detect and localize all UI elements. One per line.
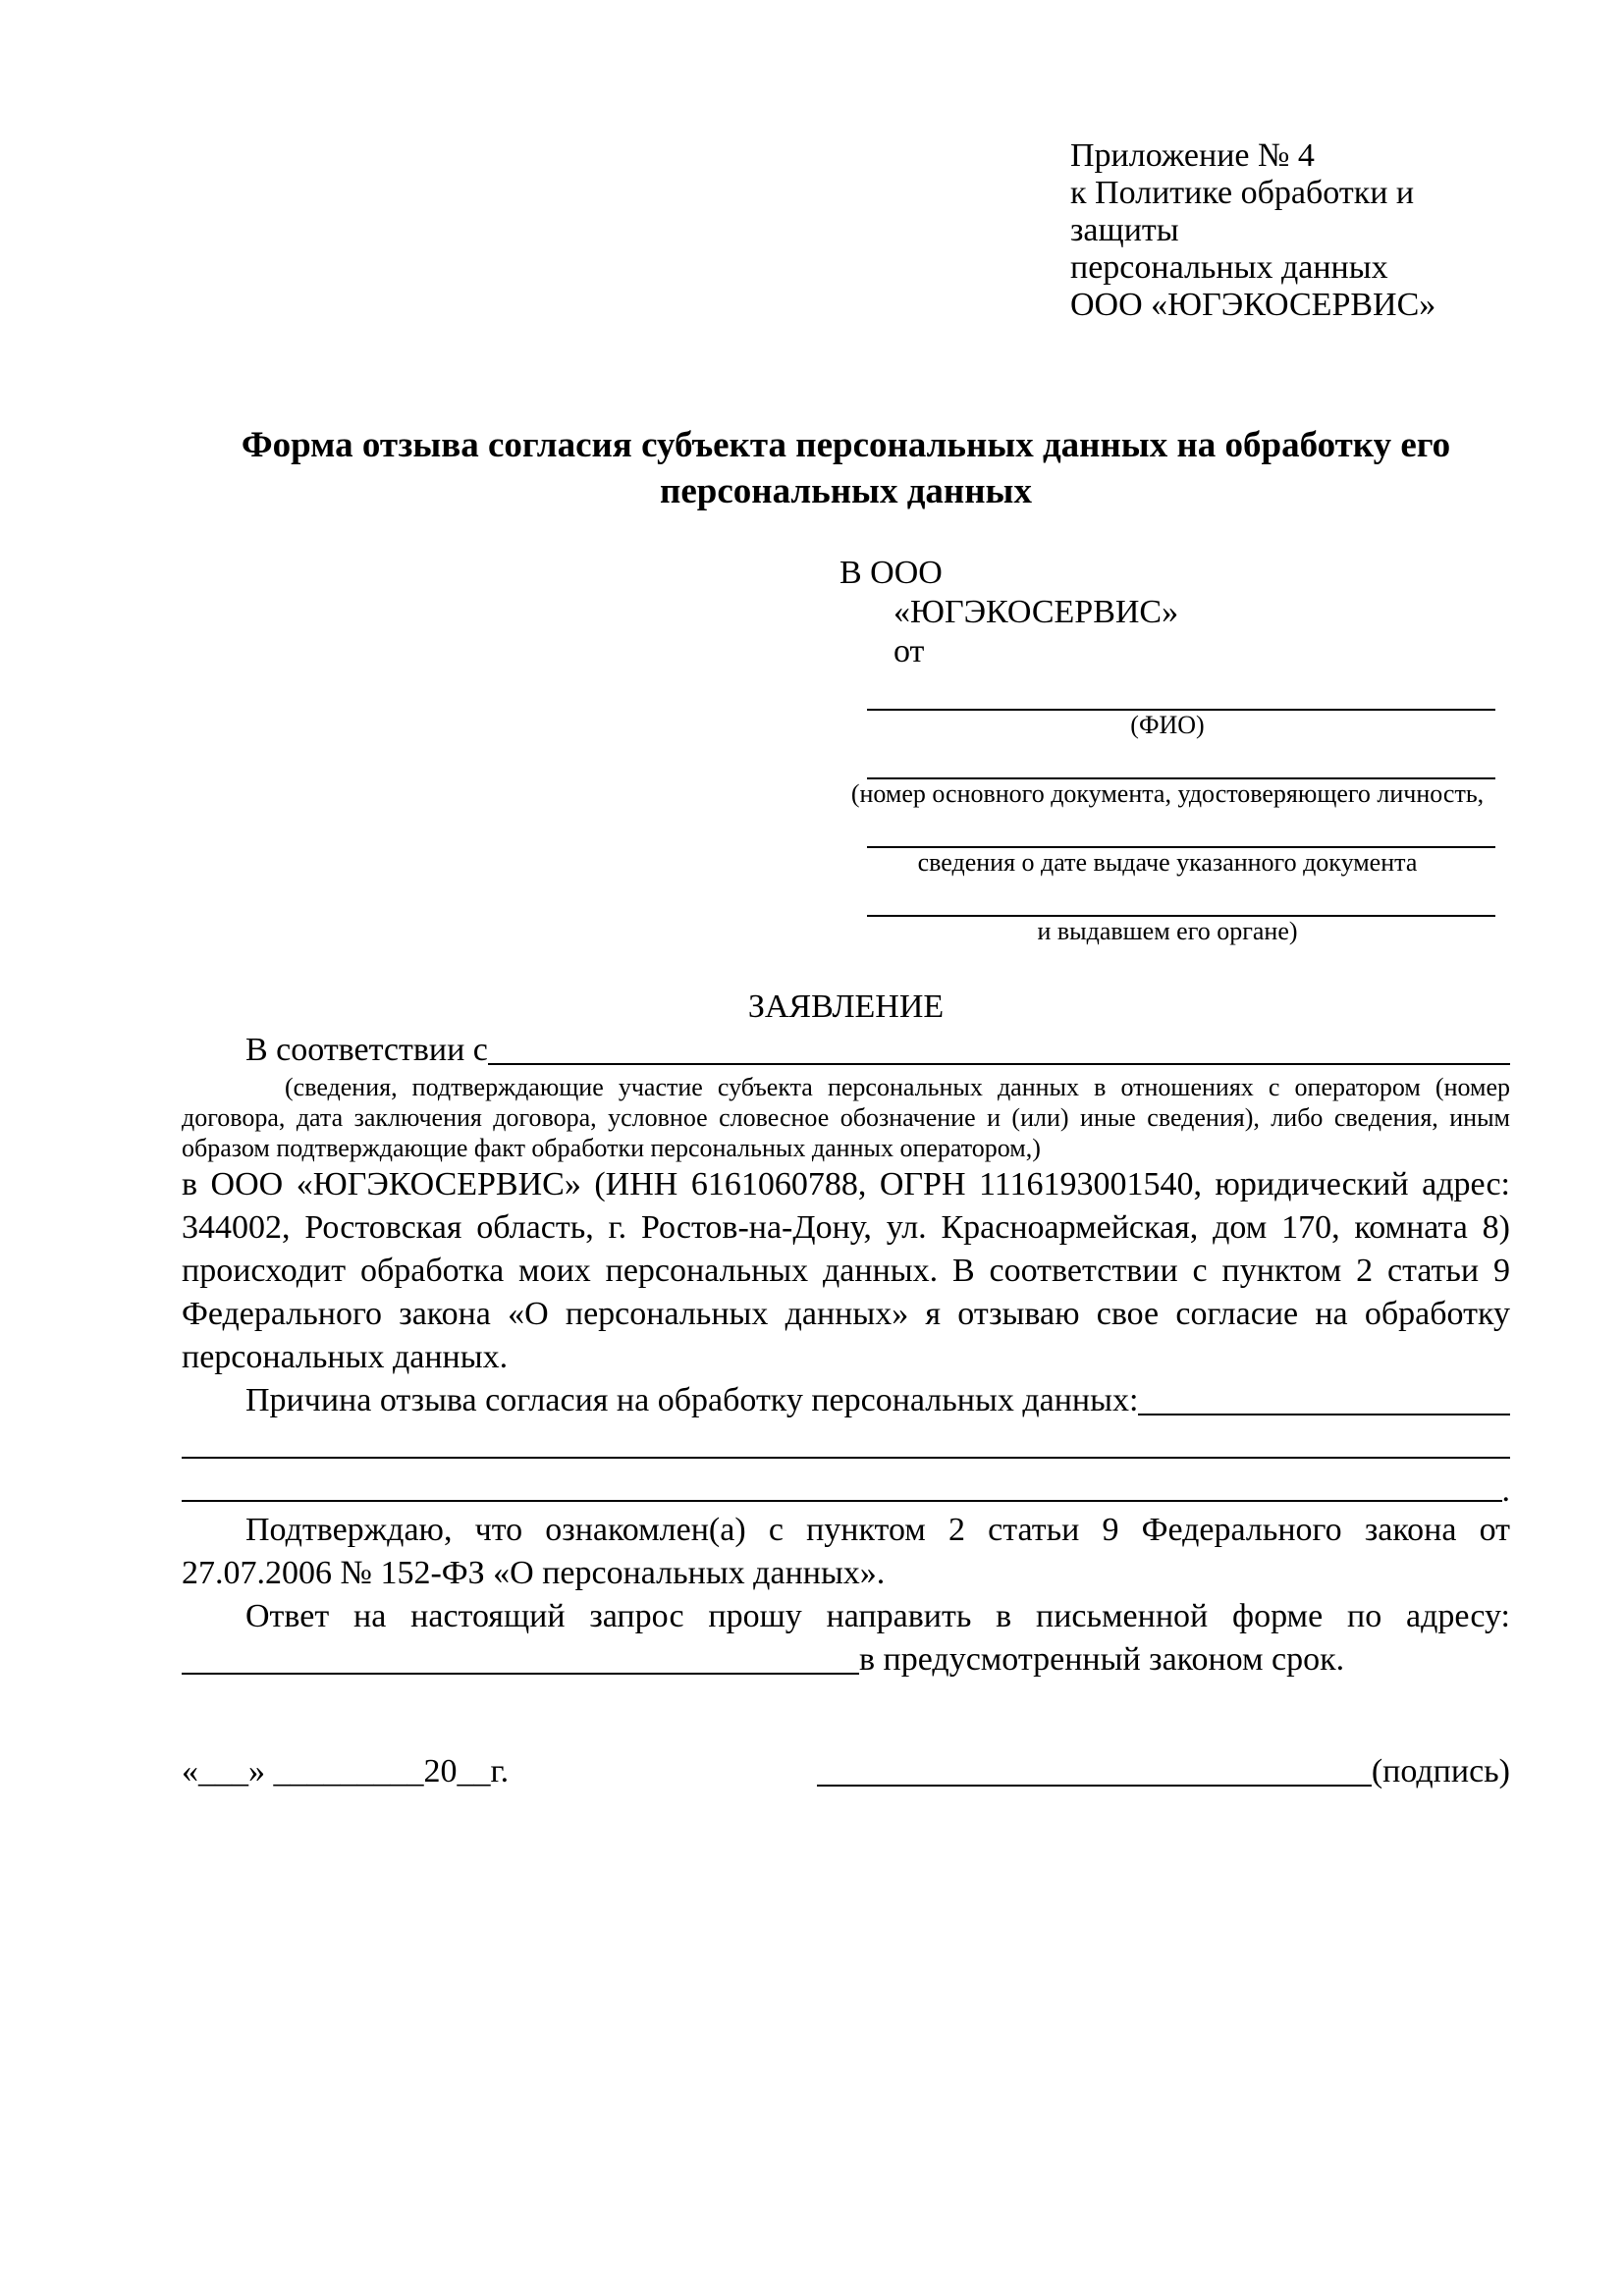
accordance-prefix: В соответствии с — [245, 1032, 488, 1068]
appendix-note-line-2: к Политике обработки и защиты — [1070, 175, 1415, 248]
issuing-authority-caption: и выдавшем его органе) — [1037, 917, 1298, 945]
blank-line — [182, 1457, 1510, 1459]
accordance-footnote: (сведения, подтверждающие участие субъекта персональных данных в отношениях с оператором (номер договора, дата заключения договора, условное словесное обозначение и (или) иные сведения), либо сведения, иным образом подтверждающие факт обработки персональных данных оператором,) — [182, 1073, 1510, 1162]
reason-continuation-blank-line-1 — [182, 1422, 1510, 1466]
reply-request-line: Ответ на настоящий запрос прошу направить в письменной форме по адресу: — [245, 1598, 1510, 1634]
date-and-signature-row — [182, 1750, 1510, 1793]
id-document-number-caption: (номер основного документа, удостоверяющего личность, — [850, 779, 1485, 808]
appendix-note-line-3: персональных данных — [1070, 249, 1388, 286]
signature-caption: (подпись) — [1371, 1753, 1510, 1789]
appendix-note-line-4: ООО «ЮГЭКОСЕРВИС» — [1070, 287, 1436, 323]
sentence-period: . — [1501, 1472, 1510, 1509]
accordance-blank-line — [488, 1063, 1510, 1065]
reason-continuation-blank-line-2 — [182, 1466, 1510, 1509]
signature-group — [817, 1750, 1510, 1793]
issuing-authority-blank-line — [867, 878, 1495, 917]
reply-address-line — [182, 1638, 1510, 1682]
recipient-to-label: В ООО — [839, 555, 943, 591]
id-document-number-blank-line — [867, 740, 1495, 779]
issue-date-blank-line — [867, 809, 1495, 848]
signature-blank-line — [817, 1785, 1372, 1787]
reply-address-blank-line — [182, 1673, 859, 1675]
reply-address-suffix: в предусмотренный законом срок. — [859, 1641, 1345, 1678]
recipient-block — [839, 554, 1495, 946]
recipient-from-label: от — [893, 633, 925, 669]
blank-line — [182, 1500, 1502, 1502]
fio-blank-line — [867, 671, 1495, 711]
withdrawal-reason-blank-line — [1138, 1414, 1510, 1415]
accordance-line — [182, 1029, 1510, 1072]
issue-date-caption: сведения о дате выдаче указанного документа — [917, 848, 1418, 877]
fio-caption: (ФИО) — [1130, 711, 1205, 739]
document-title: Форма отзыва согласия субъекта персональных данных на обработку его персональных данных — [241, 425, 1451, 511]
appendix-note-line-1: Приложение № 4 — [1070, 137, 1315, 174]
confirmation-paragraph: Подтверждаю, что ознакомлен(а) с пунктом 2 статьи 9 Федерального закона от 27.07.2006 № 152-ФЗ «О персональных данных». — [182, 1512, 1510, 1591]
appendix-note — [1070, 137, 1510, 324]
statement-body-paragraph: в ООО «ЮГЭКОСЕРВИС» (ИНН 6161060788, ОГРН 1116193001540, юридический адрес: 344002, Ростовская область, г. Ростов-на-Дону, ул. Красноармейская, дом 170, комната 8) происходит обработка моих персональных данных. В соответствии с пунктом 2 статьи 9 Федерального закона «О персональных данных» я отзываю свое согласие на обработку персональных данных. — [182, 1166, 1510, 1375]
recipient-org-name: «ЮГЭКОСЕРВИС» — [893, 594, 1179, 630]
withdrawal-reason-label: Причина отзыва согласия на обработку персональных данных: — [245, 1382, 1139, 1418]
date-template: «___» _________20__г. — [182, 1753, 510, 1789]
statement-heading: ЗАЯВЛЕНИЕ — [747, 988, 945, 1025]
withdrawal-reason-line — [182, 1379, 1510, 1422]
